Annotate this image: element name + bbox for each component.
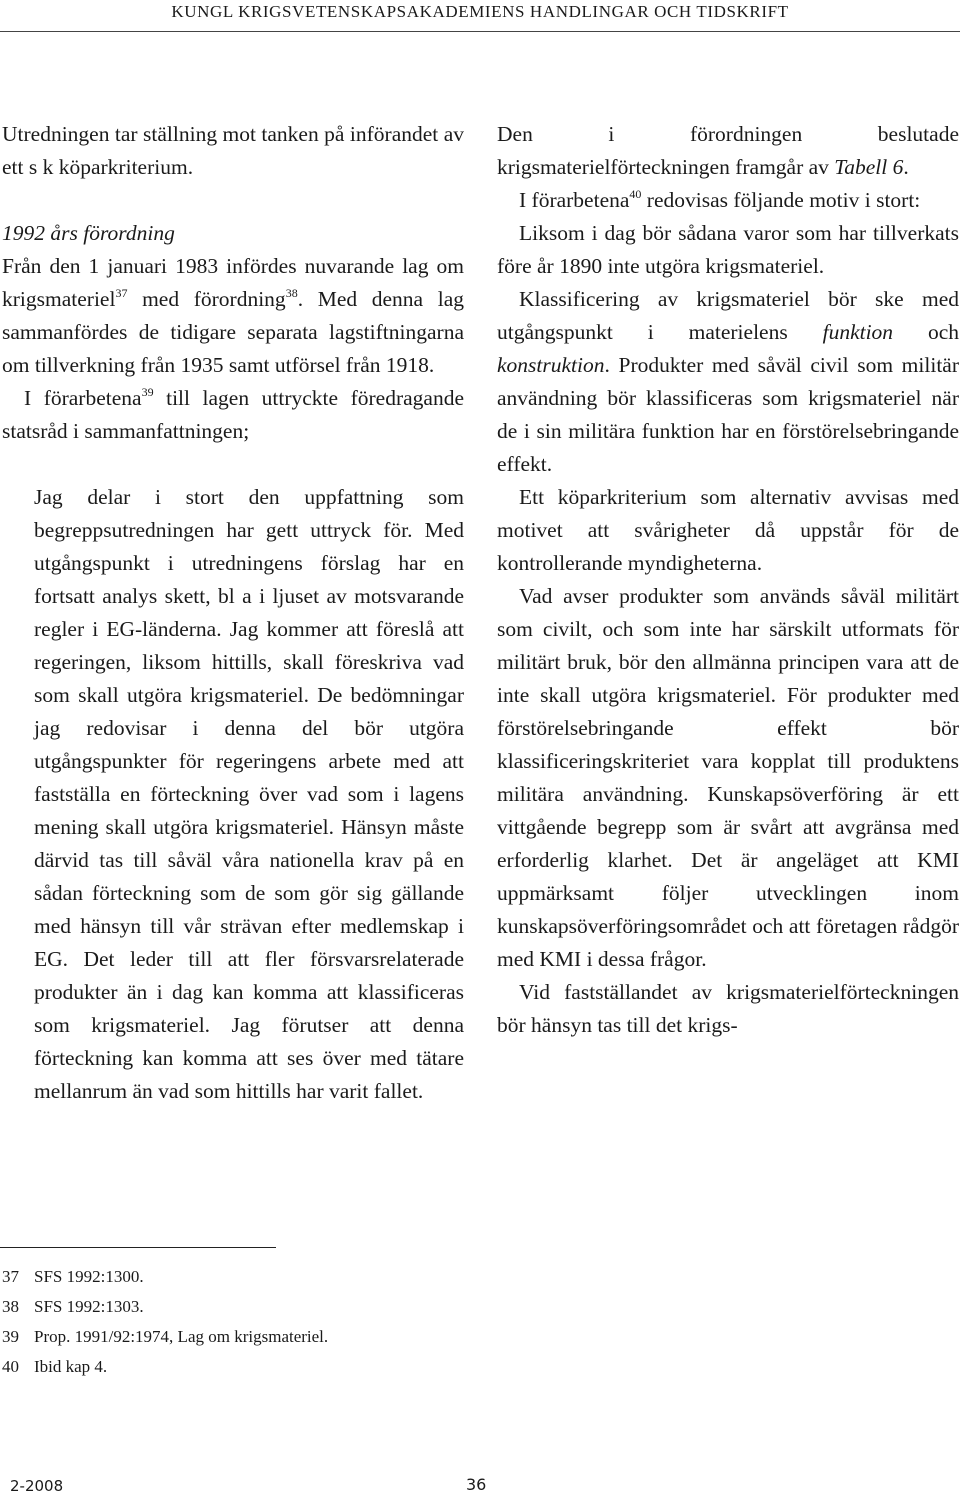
paragraph-text: I förarbetena (519, 188, 630, 212)
footnote-text: Ibid kap 4. (34, 1357, 108, 1376)
footnote-text: Prop. 1991/92:1974, Lag om krigsmateriel. (34, 1327, 329, 1346)
paragraph-text: redovisas följande motiv i stort: (641, 188, 921, 212)
paragraph (2, 382, 464, 448)
motive-paragraph: Liksom i dag bör sådana varor som har tillverkats före år 1890 inte utgöra krigsmateriel. (497, 221, 959, 278)
running-head: KUNGL KRIGSVETENSKAPSAKADEMIENS HANDLINGAR OCH TIDSKRIFT (171, 2, 789, 21)
footnote-text: SFS 1992:1303. (34, 1297, 144, 1316)
motive-paragraph: Vid fastställandet av krigsmaterielförteckningen bör hänsyn tas till det krigs- (497, 980, 959, 1037)
paragraph-text: Från den 1 januari 1983 infördes nuvarande lag om krigsmateriel (2, 254, 464, 311)
emphasis: konstruktion (497, 353, 605, 377)
left-column (2, 118, 464, 1108)
footnote-ref: 39 (141, 385, 154, 399)
motive-paragraph: Ett köparkriterium som alternativ avvisas med motivet att svårigheter då uppstår för de kontrollerande myndigheterna. (497, 485, 959, 575)
table-reference: Tabell 6 (834, 155, 904, 179)
footnote (2, 1322, 702, 1352)
footnote (2, 1262, 702, 1292)
paragraph-text: Klassificering av krigsmateriel bör ske med utgångspunkt i materielens (497, 287, 959, 344)
paragraph-text: till lagen uttryckte föredragande statsråd i sammanfattningen; (2, 386, 464, 443)
paragraph: Utredningen tar ställning mot tanken på införandet av ett s k köparkriterium. (2, 122, 464, 179)
footnote-ref: 40 (629, 187, 642, 201)
footnote-ref: 38 (285, 286, 298, 300)
footnote-text: SFS 1992:1300. (34, 1267, 144, 1286)
footnotes (2, 1262, 702, 1382)
emphasis: funktion (822, 320, 894, 344)
footnote-ref: 37 (115, 286, 128, 300)
paragraph (497, 184, 959, 217)
page-number: 36 (466, 1475, 487, 1494)
paragraph-text: med förordning (127, 287, 286, 311)
paragraph-text: . Produkter med såväl civil som militär användning bör klassificeras som krigsmateriel när de i sin militära funktion har en förstörelsebringande effekt. (497, 353, 959, 476)
footnote-number: 40 (2, 1357, 19, 1376)
footnote-number: 39 (2, 1327, 19, 1346)
footnote (2, 1352, 702, 1382)
block-quote: Jag delar i stort den uppfattning som begreppsutredningen har gett uttryck för. Med utgångspunkt i utredningens förslag har en fortsatt analys skett, bl a i ljuset av motsvarande regler i EG-länderna. Jag kommer att föreslå att regeringen, liksom hittills, skall föreskriva vad som skall utgöra krigsmateriel. De bedömningar jag redovisar i denna del bör utgöra utgångspunkter för regeringens arbete med att fastställa en förteckning över vad som i lagens mening skall utgöra krigsmateriel. Hänsyn måste därvid tas till såväl våra nationella krav på en sådan förteckning som de som gör sig gällande med hänsyn till vår strävan efter medlemskap i EG. Det leder till att fler försvarsrelaterade produkter än i dag kan komma att klassificeras som krigsmateriel. Jag förutser att denna förteckning kan komma att ses över med tätare mellanrum än vad som hittills har varit fallet. (34, 485, 464, 1103)
section-heading: 1992 års förordning (2, 221, 175, 245)
footnote-rule (0, 1247, 276, 1248)
right-column (497, 118, 959, 1042)
paragraph (2, 250, 464, 382)
footnote-number: 37 (2, 1267, 19, 1286)
paragraph-text: . (903, 155, 909, 179)
header-rule (0, 31, 960, 32)
paragraph-text: I förarbetena (24, 386, 142, 410)
paragraph-text: och (893, 320, 959, 344)
paragraph (497, 118, 959, 184)
issue-label: 2-2008 (10, 1477, 64, 1495)
motive-paragraph (497, 283, 959, 481)
motive-paragraph: Vad avser produkter som används såväl militärt som civilt, och som inte har särskilt utformats för militärt bruk, bör den allmänna principen vara att de inte skall utgöra krigsmateriel. För produkter med förstörelsebringande effekt bör klassificeringskriteriet vara kopplat till produktens militära användning. Kunskapsöverföring är ett vittgående begrepp som är svårt att avgränsa med erforderlig klarhet. Det är angeläget att KMI uppmärksamt följer utvecklingen inom kunskapsöverföringsområdet och att företagen rådgör med KMI i dessa frågor. (497, 584, 959, 971)
paragraph-text: Den i förordningen beslutade krigsmaterielförteckningen framgår av (497, 122, 959, 179)
paragraph-text: . Med denna lag sammanfördes de tidigare separata lagstiftningarna om tillverkning från 1935 samt utförsel från 1918. (2, 287, 464, 377)
footnote (2, 1292, 702, 1322)
footnote-number: 38 (2, 1297, 19, 1316)
